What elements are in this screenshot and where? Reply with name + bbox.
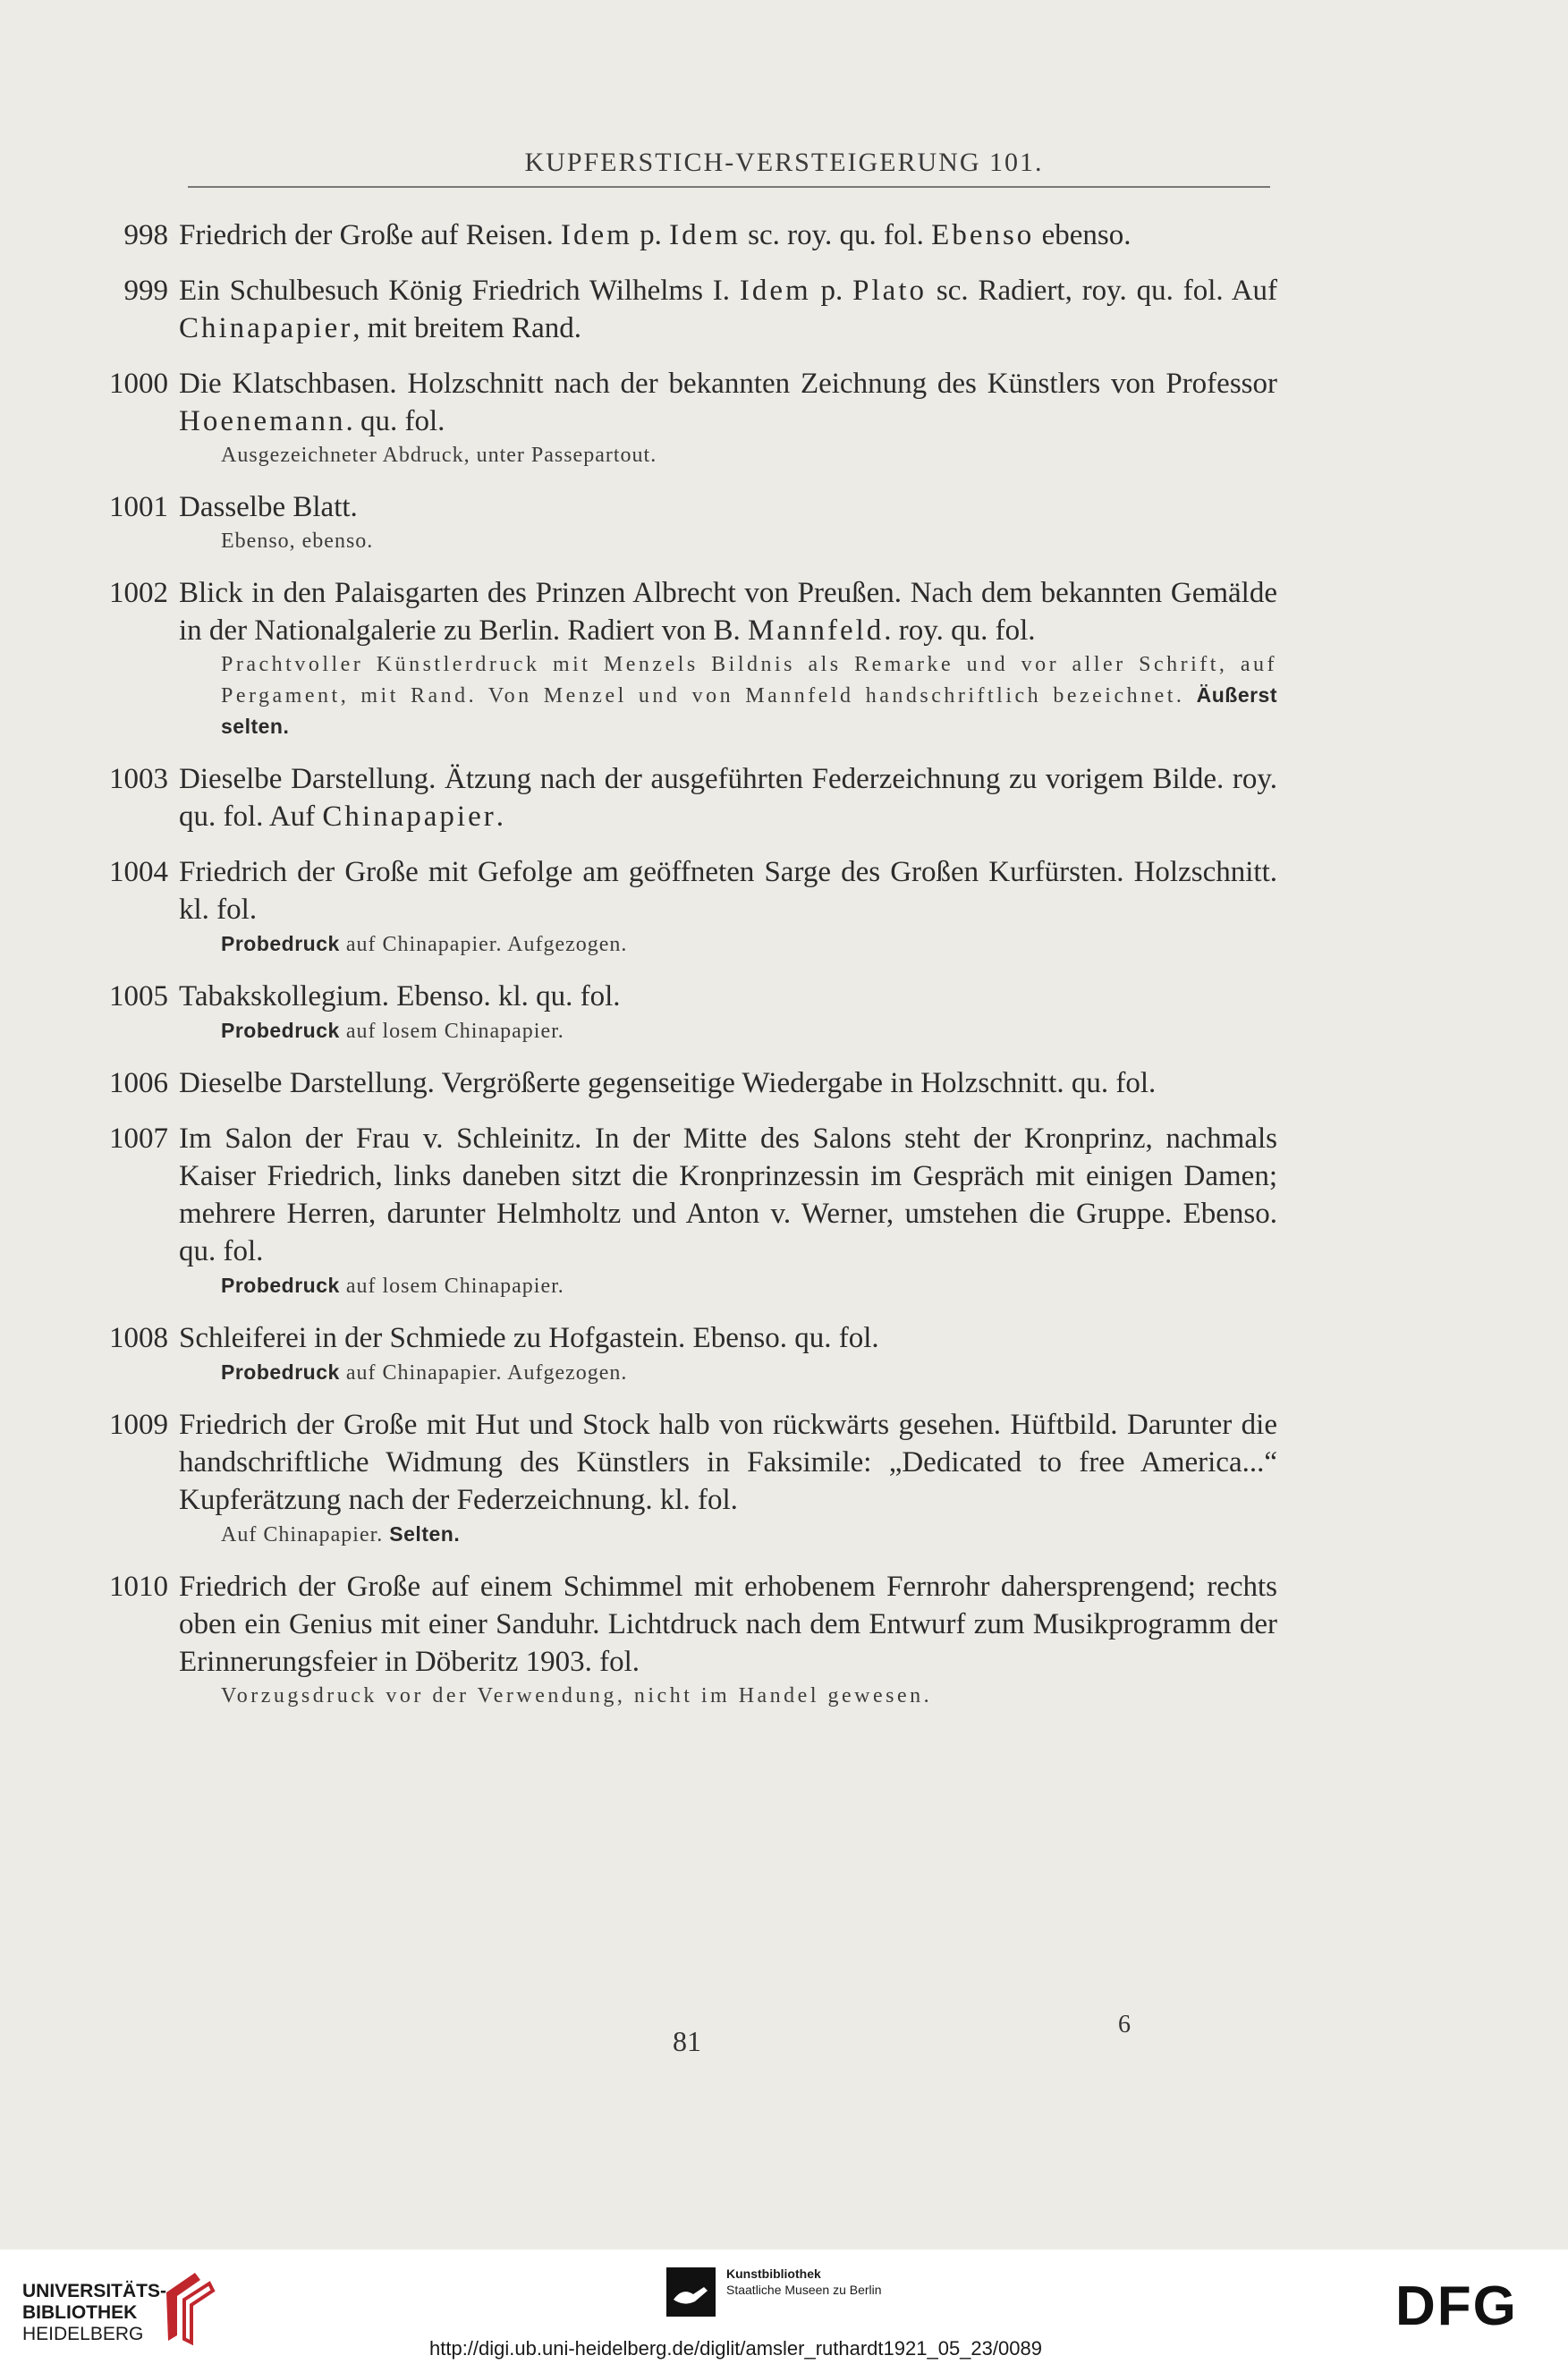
catalogue-entry — [98, 1064, 1277, 1102]
ub-logo-mark-icon — [159, 2266, 222, 2346]
entry-text: Tabakskollegium. Ebenso. kl. qu. fol. — [179, 980, 621, 1013]
digitization-footer — [0, 2250, 1568, 2364]
header-rule — [188, 186, 1270, 188]
page-number: 81 — [673, 2025, 701, 2057]
entry-text: Die Klatschbasen. Holzschnitt nach der bekannten Zeichnung des Künstlers von Professor Hoenemann. qu. fol. — [179, 368, 1277, 437]
entry-note: Probedruck auf losem Chinapapier. — [221, 1274, 564, 1298]
entry-number: 1010 — [109, 1571, 168, 1603]
entry-number: 1001 — [109, 491, 168, 523]
entry-text: Dasselbe Blatt. — [179, 491, 358, 523]
entry-text: Friedrich der Große mit Gefolge am geöffneten Sarge des Großen Kurfürsten. Holzschnitt. kl. fol. — [179, 856, 1277, 926]
entry-note: Probedruck auf Chinapapier. Aufgezogen. — [221, 932, 628, 956]
entry-number: 1006 — [109, 1067, 168, 1099]
entry-number: 999 — [123, 275, 168, 307]
catalogue-entry — [98, 574, 1277, 742]
entry-number: 1007 — [109, 1123, 168, 1155]
catalogue-entry — [98, 1319, 1277, 1388]
entry-number: 1008 — [109, 1322, 168, 1354]
entry-note: Auf Chinapapier. Selten. — [221, 1522, 461, 1546]
entry-note: Vorzugsdruck vor der Verwendung, nicht im Handel gewesen. — [221, 1684, 933, 1707]
catalogue-entry — [98, 1406, 1277, 1550]
catalogue-entry — [98, 272, 1277, 347]
entry-note: Ausgezeichneter Abdruck, unter Passepartout. — [221, 444, 657, 467]
catalogue-entry — [98, 216, 1277, 254]
catalogue-entry — [98, 853, 1277, 960]
dfg-logo[interactable]: DFG — [1395, 2275, 1518, 2337]
entry-number: 1002 — [109, 577, 168, 609]
kunstbibliothek-logo-icon — [666, 2267, 716, 2317]
catalogue-entry — [98, 488, 1277, 556]
catalogue-entry — [98, 365, 1277, 470]
signature-mark: 6 — [1118, 2011, 1131, 2038]
ub-heidelberg-logo[interactable]: UNIVERSITÄTS- BIBLIOTHEK HEIDELBERG — [22, 2281, 167, 2344]
entry-number: 1003 — [109, 763, 168, 795]
entry-note: Prachtvoller Künstlerdruck mit Menzels Bildnis als Remarke und vor aller Schrift, auf Pergament, mit Rand. Von Menzel und von Mannfeld handschriftlich bezeichnet. Äußerst selten. — [221, 653, 1278, 738]
catalogue-entry — [98, 760, 1277, 835]
entry-text: Ein Schulbesuch König Friedrich Wilhelms I. Idem p. Plato sc. Radiert, roy. qu. fol. Auf Chinapapier, mit breitem Rand. — [179, 275, 1278, 344]
entry-note: Ebenso, ebenso. — [221, 530, 374, 553]
entry-text: Friedrich der Große auf Reisen. Idem p. Idem sc. roy. qu. fol. Ebenso ebenso. — [179, 219, 1132, 251]
entry-note: Probedruck auf losem Chinapapier. — [221, 1019, 564, 1043]
running-head: KUPFERSTICH-VERSTEIGERUNG 101. — [524, 148, 1044, 177]
entry-text: Im Salon der Frau v. Schleinitz. In der Mitte des Salons steht der Kronprinz, nachmals Kaiser Friedrich, links daneben sitzt die Kronprinzessin im Gespräch mit einigen Damen; mehrere Herren, darunter Helmholtz und Anton v. Werner, umstehen die Gruppe. Ebenso. qu. fol. — [179, 1123, 1277, 1267]
catalogue-entry — [98, 1120, 1277, 1301]
entry-number: 1005 — [109, 980, 168, 1013]
entry-number: 1009 — [109, 1409, 168, 1441]
entry-number: 1004 — [109, 856, 168, 888]
entry-number: 1000 — [109, 368, 168, 400]
catalogue-entry — [98, 1568, 1277, 1711]
kunstbibliothek-label: Kunstbibliothek Staatliche Museen zu Berlin — [726, 2267, 882, 2297]
entry-text: Friedrich der Große mit Hut und Stock halb von rückwärts gesehen. Hüftbild. Darunter die handschriftliche Widmung des Künstlers in Faksimile: „Dedicated to free America...“ Kupferätzung nach der Federzeichnung. kl. fol. — [179, 1409, 1277, 1516]
entry-text: Friedrich der Große auf einem Schimmel mit erhobenem Fernrohr dahersprengend; rechts oben ein Genius mit einer Sanduhr. Lichtdruck nach dem Entwurf zum Musikprogramm der Erinnerungsfeier in Döberitz 1903. fol. — [179, 1571, 1277, 1678]
entry-text: Schleiferei in der Schmiede zu Hofgastein. Ebenso. qu. fol. — [179, 1322, 879, 1354]
entry-text: Dieselbe Darstellung. Ätzung nach der ausgeführten Federzeichnung zu vorigem Bilde. roy. qu. fol. Auf Chinapapier. — [179, 763, 1277, 833]
catalogue-entry — [98, 978, 1277, 1046]
catalogue-entries — [98, 216, 1277, 1729]
entry-note: Probedruck auf Chinapapier. Aufgezogen. — [221, 1360, 628, 1385]
entry-text: Blick in den Palaisgarten des Prinzen Albrecht von Preußen. Nach dem bekannten Gemälde in der Nationalgalerie zu Berlin. Radiert von B. Mannfeld. roy. qu. fol. — [179, 577, 1277, 647]
entry-text: Dieselbe Darstellung. Vergrößerte gegenseitige Wiedergabe in Holzschnitt. qu. fol. — [179, 1067, 1157, 1099]
entry-number: 998 — [123, 219, 168, 251]
permalink-url[interactable]: http://digi.ub.uni-heidelberg.de/diglit/amsler_ruthardt1921_05_23/0089 — [429, 2337, 1042, 2360]
